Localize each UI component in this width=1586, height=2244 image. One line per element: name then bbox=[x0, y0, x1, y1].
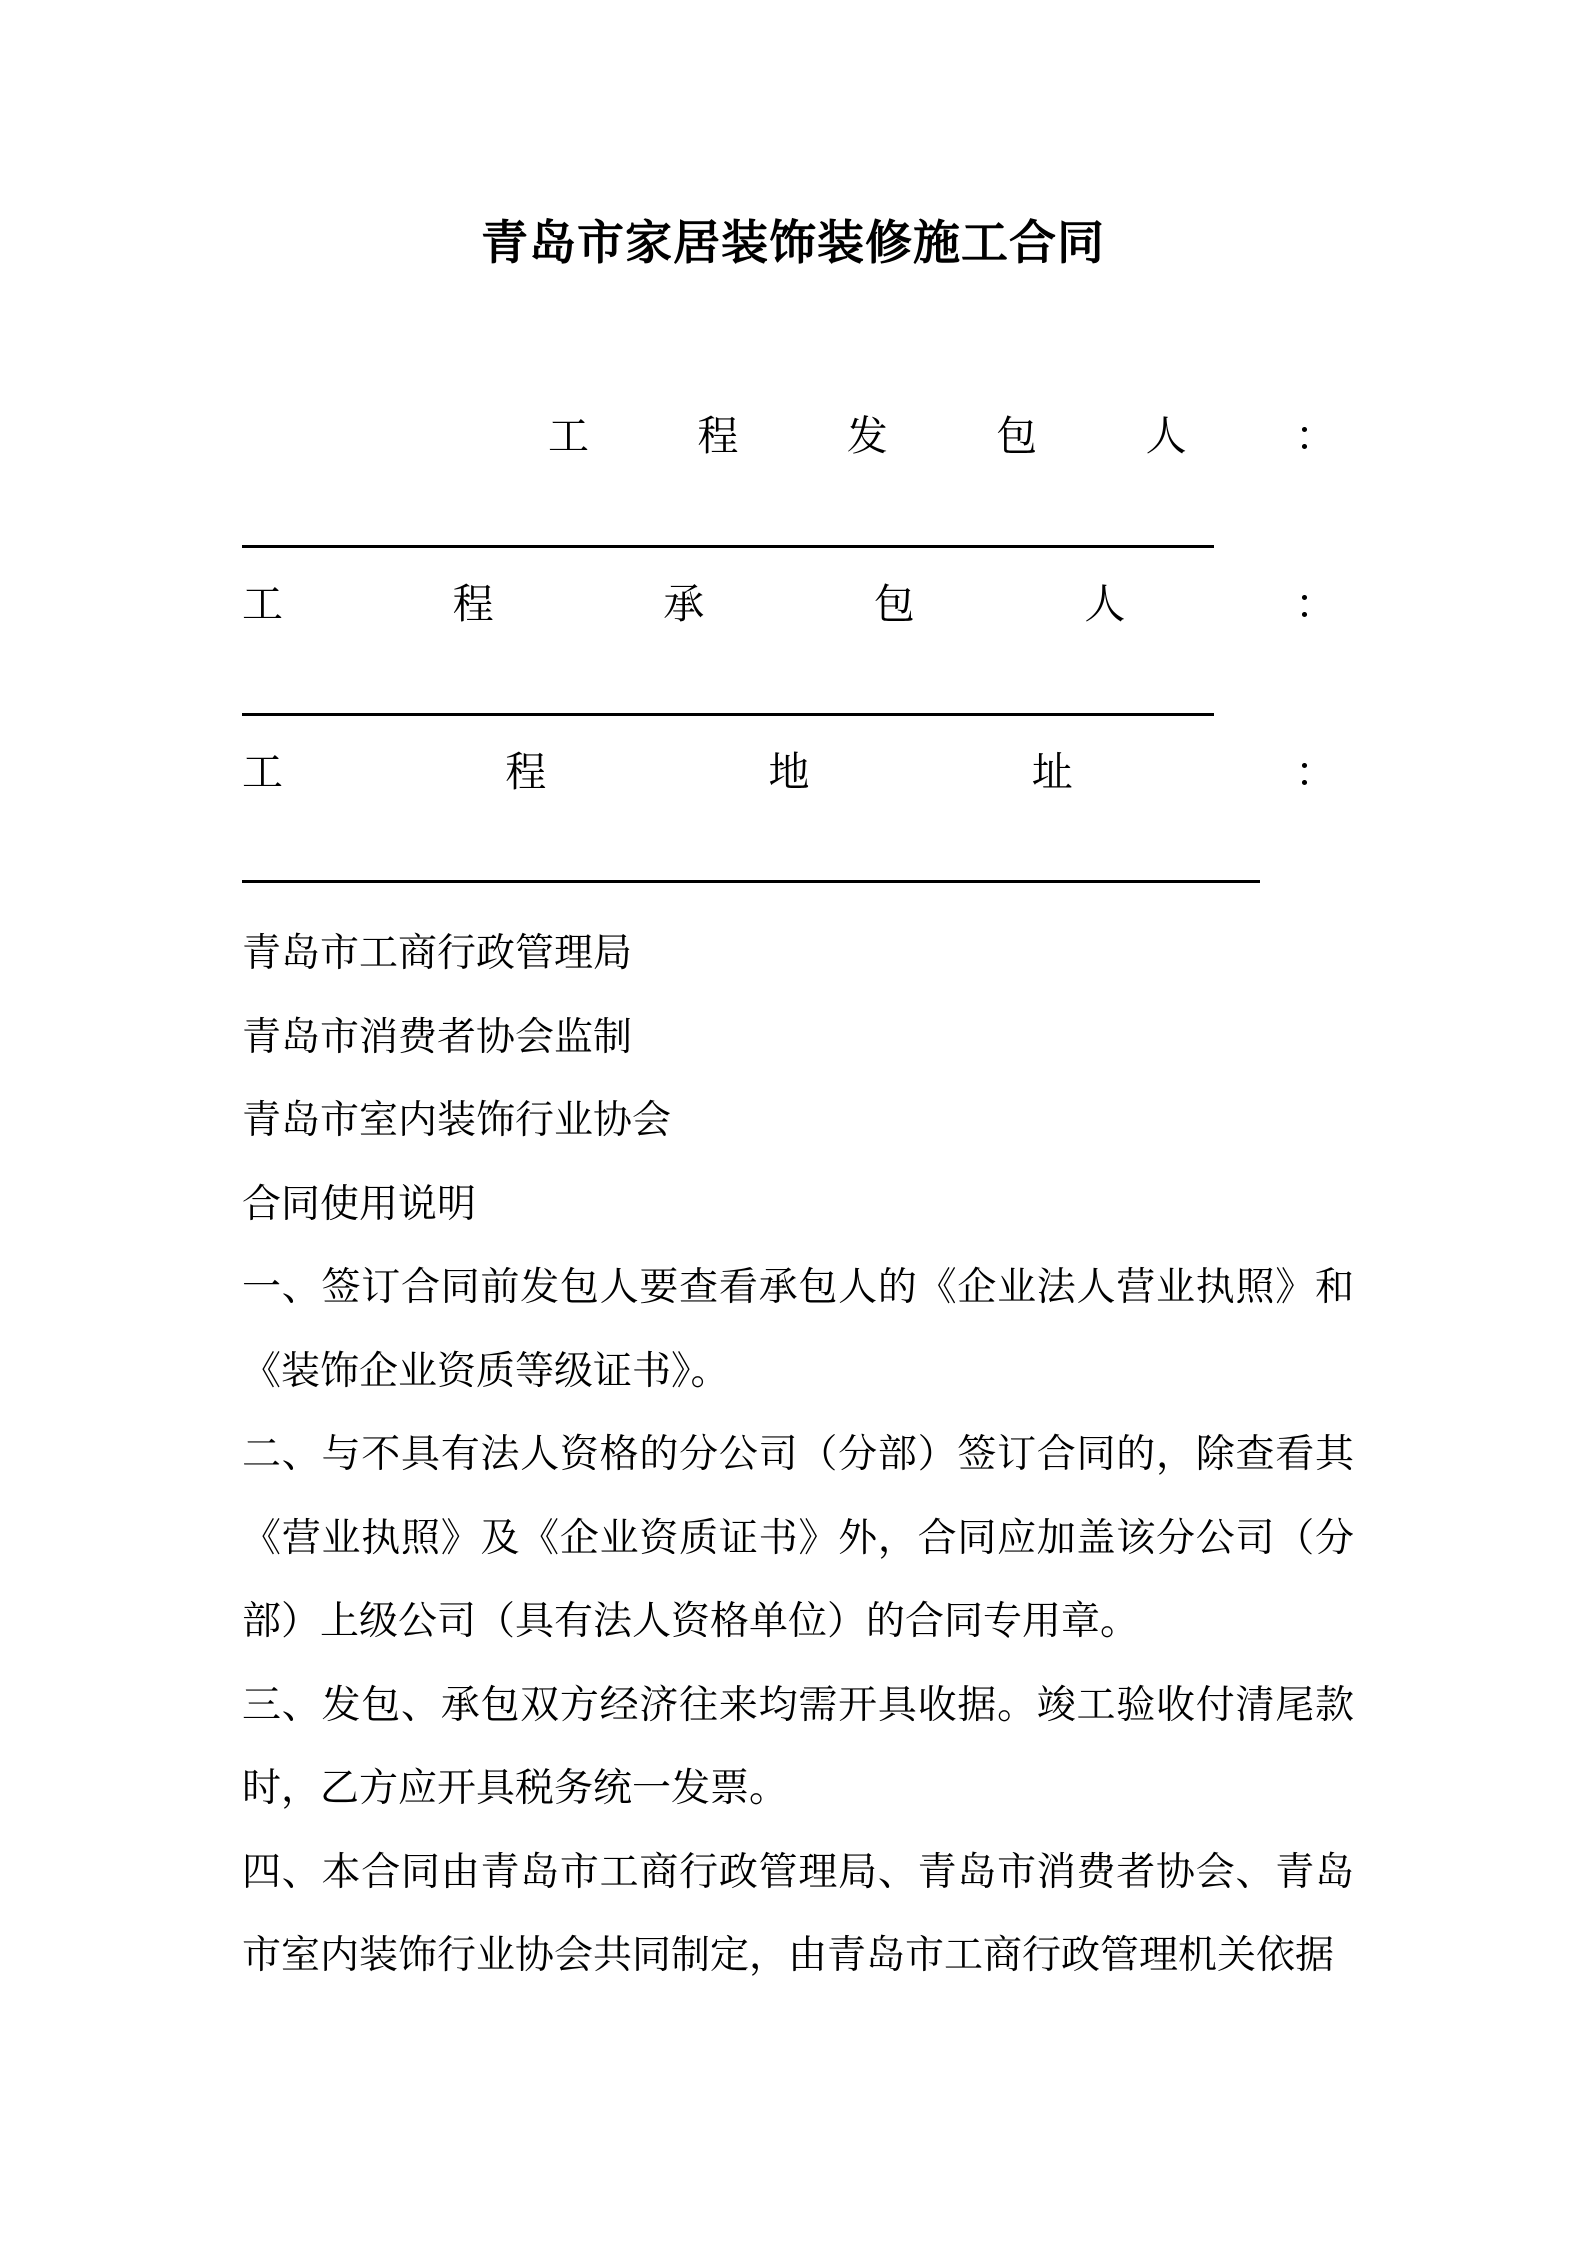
blank-line-contractor bbox=[242, 713, 1214, 716]
field-char: 包 bbox=[996, 412, 1038, 460]
field-colon: ： bbox=[1295, 748, 1336, 796]
field-char: 工 bbox=[242, 748, 283, 796]
blank-line-employer bbox=[242, 545, 1214, 548]
field-char: 程 bbox=[452, 580, 494, 628]
instruction-paragraph: 四、本合同由青岛市工商行政管理局、青岛市消费者协会、青岛市室内装饰行业协会共同制定，由青岛市工商行政管理机关依据 bbox=[242, 1849, 1354, 1978]
field-colon: ： bbox=[1294, 580, 1336, 628]
field-char: 址 bbox=[1031, 748, 1073, 796]
instruction-paragraph: 一、签订合同前发包人要查看承包人的《企业法人营业执照》和《装饰企业资质等级证书》。 bbox=[242, 1265, 1354, 1394]
field-char: 地 bbox=[768, 748, 810, 796]
issuer-line: 青岛市消费者协会监制 bbox=[242, 1014, 633, 1060]
field-char: 工 bbox=[548, 412, 589, 460]
field-char: 承 bbox=[663, 580, 705, 628]
blank-line-address bbox=[242, 880, 1260, 883]
field-label-contractor bbox=[242, 576, 1336, 632]
field-char: 程 bbox=[505, 748, 547, 796]
field-label-employer bbox=[548, 408, 1336, 464]
field-label-address bbox=[242, 744, 1336, 800]
instruction-paragraph: 三、发包、承包双方经济往来均需开具收据。竣工验收付清尾款时，乙方应开具税务统一发票。 bbox=[242, 1682, 1354, 1811]
document-title: 青岛市家居装饰装修施工合同 bbox=[481, 216, 1105, 271]
issuer-line: 青岛市工商行政管理局 bbox=[242, 931, 633, 976]
field-char: 人 bbox=[1145, 412, 1187, 460]
field-colon: ： bbox=[1294, 412, 1336, 460]
issuer-line: 青岛市室内装饰行业协会 bbox=[242, 1098, 672, 1143]
field-char: 发 bbox=[846, 412, 888, 460]
instruction-paragraph: 二、与不具有法人资格的分公司（分部）签订合同的，除查看其《营业执照》及《企业资质证书》外，合同应加盖该分公司（分部）上级公司（具有法人资格单位）的合同专用章。 bbox=[242, 1432, 1354, 1644]
section-heading: 合同使用说明 bbox=[242, 1181, 477, 1227]
document-body bbox=[242, 912, 1354, 1998]
field-char: 包 bbox=[873, 580, 915, 628]
field-char: 程 bbox=[697, 412, 739, 460]
field-char: 人 bbox=[1084, 580, 1126, 628]
field-char: 工 bbox=[242, 580, 283, 628]
